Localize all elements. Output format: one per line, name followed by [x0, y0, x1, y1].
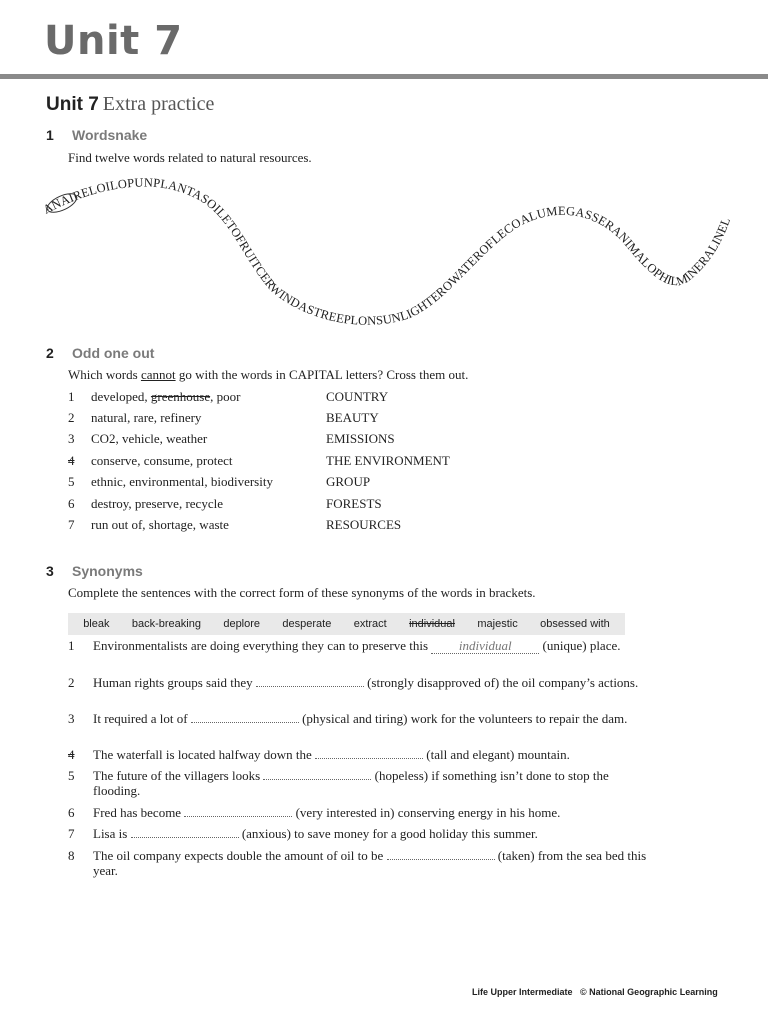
word-box-item: individual: [409, 618, 455, 630]
item-number: 6: [68, 496, 75, 511]
page-title: [46, 93, 214, 116]
header-rule: [0, 74, 768, 79]
page-title-subtitle: Extra practice: [102, 93, 215, 115]
word-box-item: back-breaking: [131, 618, 201, 630]
word-box-item: extract: [353, 618, 387, 630]
unit-header: Unit 7: [44, 18, 183, 64]
page-title-unit: Unit 7: [46, 94, 99, 115]
answer-blank[interactable]: [191, 712, 299, 723]
synonym-sentence: 7 Lisa is (anxious) to save money for a good holiday this summer.: [68, 826, 538, 841]
item-words: natural, rare, refinery: [91, 410, 202, 425]
item-number: 8: [68, 848, 75, 863]
item-words: developed, greenhouse, poor: [91, 389, 241, 404]
word-box-item: obsessed with: [540, 618, 610, 630]
synonym-sentence: 5 The future of the villagers looks (hopeless) if something isn’t done to stop the flooding.: [68, 768, 609, 798]
synonyms-instruction: Complete the sentences with the correct form of these synonyms of the words in brackets.: [68, 585, 536, 600]
item-words: ethnic, environmental, biodiversity: [91, 474, 273, 489]
capital-word: GROUP: [326, 474, 371, 489]
synonym-sentence: 3 It required a lot of (physical and tiring) work for the volunteers to repair the dam.: [68, 711, 628, 726]
capital-word: RESOURCES: [326, 517, 402, 532]
word-box-item: deplore: [223, 618, 261, 630]
synonym-sentence: 8 The oil company expects double the amount of oil to be (taken) from the sea bed this year.: [68, 848, 647, 878]
wordsnake-letters: ANAIRELOILOPUNPLANTASOILETOFRUITCERWINDASTREEPLONSUNLIGHTEROWATEROFLECOALUMEGASSERANIMALOPHILMINERALINEL: [40, 175, 734, 328]
section-3-heading: [46, 563, 143, 581]
odd-one-out-item: [68, 389, 528, 407]
section-number: 3: [46, 563, 54, 579]
item-number: 7: [68, 517, 75, 532]
odd-one-out-item: [68, 474, 528, 492]
item-number: 3: [68, 431, 75, 446]
item-number: 5: [68, 768, 75, 783]
section-1-heading: [46, 127, 147, 145]
capital-word: EMISSIONS: [326, 431, 395, 446]
wordsnake-puzzle: [0, 170, 768, 350]
item-number: 2: [68, 675, 75, 690]
footer-book: Life Upper Intermediate: [472, 987, 573, 997]
answer-blank[interactable]: [315, 748, 423, 759]
odd-one-out-item: [68, 496, 528, 514]
answer-blank[interactable]: [256, 676, 364, 687]
odd-one-out-item: [68, 517, 528, 535]
word-box-item: bleak: [83, 618, 110, 630]
synonym-sentence: 6 Fred has become (very interested in) conserving energy in his home.: [68, 805, 561, 820]
capital-word: COUNTRY: [326, 389, 389, 404]
answer-blank[interactable]: [184, 806, 292, 817]
item-words: CO2, vehicle, weather: [91, 431, 208, 446]
item-words: destroy, preserve, recycle: [91, 496, 223, 511]
item-number: 4: [68, 453, 75, 468]
item-number: 4: [68, 747, 75, 762]
capital-word: BEAUTY: [326, 410, 379, 425]
item-number: 1: [68, 389, 75, 404]
synonym-sentence: 2 Human rights groups said they (strongly disapproved of) the oil company’s actions.: [68, 675, 639, 690]
item-number: 7: [68, 826, 75, 841]
item-number: 5: [68, 474, 75, 489]
answer-blank[interactable]: [131, 827, 239, 838]
item-number: 3: [68, 711, 75, 726]
footer: [472, 987, 718, 997]
synonym-sentence: 4 The waterfall is located halfway down the (tall and elegant) mountain.: [68, 747, 570, 762]
filled-answer-blank[interactable]: individual: [431, 638, 539, 654]
item-words: conserve, consume, protect: [91, 453, 233, 468]
crossed-out-word: greenhouse: [150, 389, 211, 404]
capital-word: THE ENVIRONMENT: [326, 453, 450, 468]
word-box-item: desperate: [282, 618, 332, 630]
footer-publisher: © National Geographic Learning: [580, 987, 718, 997]
section-number: 2: [46, 345, 54, 361]
section-number: 1: [46, 127, 54, 143]
odd-one-out-instruction: Which words cannot go with the words in CAPITAL letters? Cross them out.: [68, 367, 469, 382]
odd-one-out-item: [68, 410, 528, 428]
item-number: 2: [68, 410, 75, 425]
answer-blank[interactable]: [263, 769, 371, 780]
section-2-heading: [46, 345, 154, 363]
item-number: 6: [68, 805, 75, 820]
answer-blank[interactable]: [387, 849, 495, 860]
word-box-item: majestic: [477, 618, 518, 630]
synonym-word-box: [68, 613, 625, 635]
capital-word: FORESTS: [326, 496, 382, 511]
odd-one-out-item: [68, 453, 528, 471]
section-title: Synonyms: [72, 563, 143, 579]
section-title: Odd one out: [72, 345, 155, 361]
item-words: run out of, shortage, waste: [91, 517, 229, 532]
odd-one-out-item: [68, 431, 528, 449]
synonym-sentence: 1 Environmentalists are doing everything they can to preserve this individual (unique) place.: [68, 638, 621, 653]
item-number: 1: [68, 638, 75, 653]
wordsnake-instruction: Find twelve words related to natural resources.: [68, 150, 312, 165]
section-title: Wordsnake: [72, 127, 148, 143]
